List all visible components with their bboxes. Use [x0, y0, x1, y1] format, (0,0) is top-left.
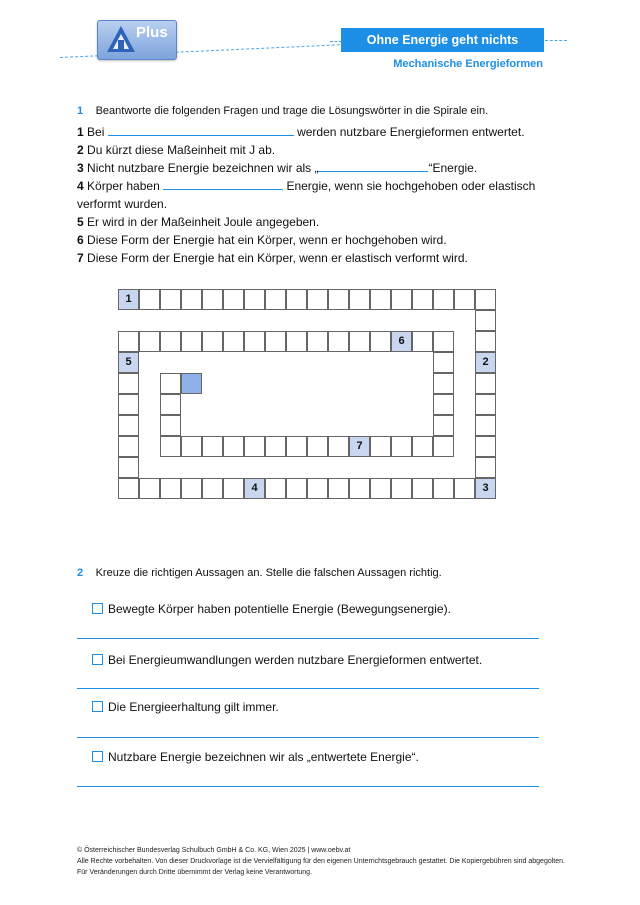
spiral-cell[interactable] — [265, 289, 286, 310]
plus-logo — [97, 20, 177, 60]
spiral-cell[interactable] — [433, 436, 454, 457]
spiral-cell[interactable] — [118, 478, 139, 499]
task1-number: 1 — [77, 105, 84, 117]
question-3-number: 3 — [77, 161, 84, 175]
spiral-cell[interactable] — [139, 289, 160, 310]
question-7-number: 7 — [77, 251, 84, 265]
spiral-cell[interactable] — [160, 331, 181, 352]
question-3-blank[interactable] — [318, 159, 428, 172]
spiral-cell[interactable] — [307, 289, 328, 310]
spiral-cell[interactable] — [307, 436, 328, 457]
spiral-cell[interactable] — [160, 289, 181, 310]
statement-2-text: Bei Energieumwandlungen werden nutzbare Energieformen entwertet. — [108, 653, 483, 667]
spiral-cell-number-5[interactable]: 5 — [118, 352, 139, 373]
question-4-text-before: Körper haben — [87, 179, 160, 193]
spiral-cell[interactable] — [328, 478, 349, 499]
spiral-cell[interactable] — [139, 331, 160, 352]
spiral-cell[interactable] — [202, 289, 223, 310]
spiral-cell[interactable] — [475, 373, 496, 394]
spiral-cell[interactable] — [223, 478, 244, 499]
spiral-cell[interactable] — [475, 394, 496, 415]
page-subtitle: Mechanische Energieformen — [393, 58, 543, 70]
spiral-cell[interactable] — [475, 331, 496, 352]
spiral-cell[interactable] — [433, 331, 454, 352]
task2-instruction: Kreuze die richtigen Aussagen an. Stelle die falschen Aussagen richtig. — [95, 567, 442, 579]
spiral-cell[interactable] — [412, 478, 433, 499]
spiral-cell[interactable] — [118, 394, 139, 415]
statement-4 — [92, 750, 419, 764]
question-4-number: 4 — [77, 179, 84, 193]
question-4-text-after: Energie, wenn sie hochgehoben oder elastisch — [286, 179, 536, 193]
spiral-cell[interactable] — [286, 331, 307, 352]
task1-heading — [77, 101, 488, 119]
spiral-cell-number-4[interactable]: 4 — [244, 478, 265, 499]
spiral-cell[interactable] — [433, 415, 454, 436]
question-3-text-before: Nicht nutzbare Energie bezeichnen wir als „ — [87, 161, 319, 175]
spiral-cell[interactable] — [223, 331, 244, 352]
spiral-cell[interactable] — [118, 415, 139, 436]
spiral-cell[interactable] — [307, 331, 328, 352]
question-5 — [77, 213, 547, 231]
footer-rights: Alle Rechte vorbehalten. Von dieser Druckvorlage ist die Vervielfältigung für den eigenen Unterrichtsgebrauch gestattet. Die Kopiergebühren sind abgegolten. — [77, 858, 565, 865]
spiral-cell[interactable] — [475, 415, 496, 436]
question-1-text-before: Bei — [87, 125, 105, 139]
statement-2-answer-line[interactable] — [77, 688, 539, 689]
spiral-cell[interactable] — [160, 436, 181, 457]
spiral-cell-number-7[interactable]: 7 — [349, 436, 370, 457]
spiral-cell[interactable] — [160, 415, 181, 436]
question-1-number: 1 — [77, 125, 84, 139]
spiral-cell[interactable] — [118, 436, 139, 457]
spiral-cell[interactable] — [412, 436, 433, 457]
spiral-cell-number-3[interactable]: 3 — [475, 478, 496, 499]
footer-disclaimer: Für Veränderungen durch Dritte übernimmt der Verlag keine Verantwortung. — [77, 869, 313, 876]
spiral-cell[interactable] — [286, 478, 307, 499]
spiral-cell[interactable] — [286, 289, 307, 310]
spiral-cell[interactable] — [244, 331, 265, 352]
question-2 — [77, 141, 547, 159]
statement-3 — [92, 700, 279, 714]
question-1-blank[interactable] — [108, 123, 294, 136]
spiral-cell[interactable] — [349, 331, 370, 352]
spiral-cell[interactable] — [433, 289, 454, 310]
task2-number: 2 — [77, 567, 84, 579]
spiral-cell[interactable] — [433, 478, 454, 499]
task1-instruction: Beantworte die folgenden Fragen und trage die Lösungswörter in die Spirale ein. — [95, 105, 489, 117]
statement-1-answer-line[interactable] — [77, 638, 539, 639]
spiral-cell[interactable] — [412, 331, 433, 352]
statement-4-text: Nutzbare Energie bezeichnen wir als „entwertete Energie“. — [108, 750, 419, 764]
spiral-cell[interactable] — [475, 289, 496, 310]
page-title: Ohne Energie geht nichts — [341, 28, 544, 52]
spiral-cell[interactable] — [160, 373, 181, 394]
spiral-cell[interactable] — [202, 436, 223, 457]
statement-3-text: Die Energieerhaltung gilt immer. — [108, 700, 279, 714]
spiral-cell[interactable] — [349, 478, 370, 499]
spiral-cell[interactable] — [265, 331, 286, 352]
statement-4-answer-line[interactable] — [77, 786, 539, 787]
spiral-cell[interactable] — [391, 289, 412, 310]
spiral-cell[interactable] — [118, 373, 139, 394]
spiral-cell[interactable] — [181, 331, 202, 352]
spiral-cell-number-1[interactable]: 1 — [118, 289, 139, 310]
statement-1 — [92, 602, 451, 616]
statement-4-checkbox[interactable] — [92, 751, 103, 762]
spiral-cell-number-6[interactable]: 6 — [391, 331, 412, 352]
question-1-text-after: werden nutzbare Energieformen entwertet. — [297, 125, 525, 139]
spiral-cell[interactable] — [244, 436, 265, 457]
spiral-cell[interactable] — [223, 289, 244, 310]
spiral-cell[interactable] — [286, 436, 307, 457]
spiral-cell[interactable] — [223, 436, 244, 457]
question-6-number: 6 — [77, 233, 84, 247]
spiral-cell[interactable] — [181, 478, 202, 499]
question-1 — [77, 123, 547, 141]
question-2-number: 2 — [77, 143, 84, 157]
spiral-cell[interactable] — [328, 436, 349, 457]
spiral-cell[interactable] — [370, 478, 391, 499]
spiral-cell[interactable] — [370, 331, 391, 352]
spiral-cell[interactable] — [202, 478, 223, 499]
spiral-cell[interactable] — [202, 331, 223, 352]
spiral-cell[interactable] — [265, 478, 286, 499]
logo-text: Plus — [136, 24, 168, 41]
spiral-cell[interactable] — [118, 331, 139, 352]
triangle-logo-icon — [106, 25, 136, 53]
spiral-cell[interactable] — [181, 289, 202, 310]
question-3-text-after: “Energie. — [428, 161, 478, 175]
spiral-cell-number-2[interactable]: 2 — [475, 352, 496, 373]
spiral-cell[interactable] — [475, 310, 496, 331]
spiral-cell[interactable] — [454, 478, 475, 499]
spiral-cell[interactable] — [265, 436, 286, 457]
spiral-cell[interactable] — [118, 457, 139, 478]
question-3 — [77, 159, 547, 177]
question-4 — [77, 177, 547, 213]
statement-3-answer-line[interactable] — [77, 737, 539, 738]
spiral-cell[interactable] — [433, 373, 454, 394]
spiral-cell[interactable] — [391, 436, 412, 457]
spiral-cell[interactable] — [454, 289, 475, 310]
spiral-cell[interactable] — [391, 478, 412, 499]
spiral-cell[interactable] — [370, 289, 391, 310]
spiral-cell[interactable] — [244, 289, 265, 310]
spiral-cell[interactable] — [139, 478, 160, 499]
question-6 — [77, 231, 547, 249]
header-dash-right — [545, 40, 567, 41]
task2-heading — [77, 563, 442, 581]
spiral-cell[interactable] — [160, 478, 181, 499]
statement-3-checkbox[interactable] — [92, 701, 103, 712]
statement-2-checkbox[interactable] — [92, 654, 103, 665]
question-5-number: 5 — [77, 215, 84, 229]
statement-1-text: Bewegte Körper haben potentielle Energie (Bewegungsenergie). — [108, 602, 451, 616]
statement-1-checkbox[interactable] — [92, 603, 103, 614]
spiral-cell[interactable] — [475, 457, 496, 478]
question-2-text: Du kürzt diese Maßeinheit mit J ab. — [87, 143, 276, 157]
question-4-text-line2: verformt wurden. — [77, 197, 168, 211]
spiral-cell[interactable] — [181, 436, 202, 457]
question-7 — [77, 249, 547, 267]
question-6-text: Diese Form der Energie hat ein Körper, wenn er hochgehoben wird. — [87, 233, 447, 247]
spiral-cell[interactable] — [412, 289, 433, 310]
spiral-cell[interactable] — [433, 394, 454, 415]
question-7-text: Diese Form der Energie hat ein Körper, wenn er elastisch verformt wird. — [87, 251, 468, 265]
spiral-cell[interactable] — [349, 289, 370, 310]
spiral-cell[interactable] — [475, 436, 496, 457]
spiral-cell[interactable] — [328, 331, 349, 352]
footer — [77, 845, 565, 878]
spiral-cell[interactable] — [370, 436, 391, 457]
spiral-cell[interactable] — [433, 352, 454, 373]
question-4-blank[interactable] — [163, 177, 283, 190]
statement-2 — [92, 653, 482, 667]
question-5-text: Er wird in der Maßeinheit Joule angegeben. — [87, 215, 320, 229]
spiral-center-cell[interactable] — [181, 373, 202, 394]
spiral-cell[interactable] — [307, 478, 328, 499]
footer-copyright: © Österreichischer Bundesverlag Schulbuch GmbH & Co. KG, Wien 2025 | www.oebv.at — [77, 847, 351, 854]
spiral-cell[interactable] — [160, 394, 181, 415]
spiral-cell[interactable] — [328, 289, 349, 310]
